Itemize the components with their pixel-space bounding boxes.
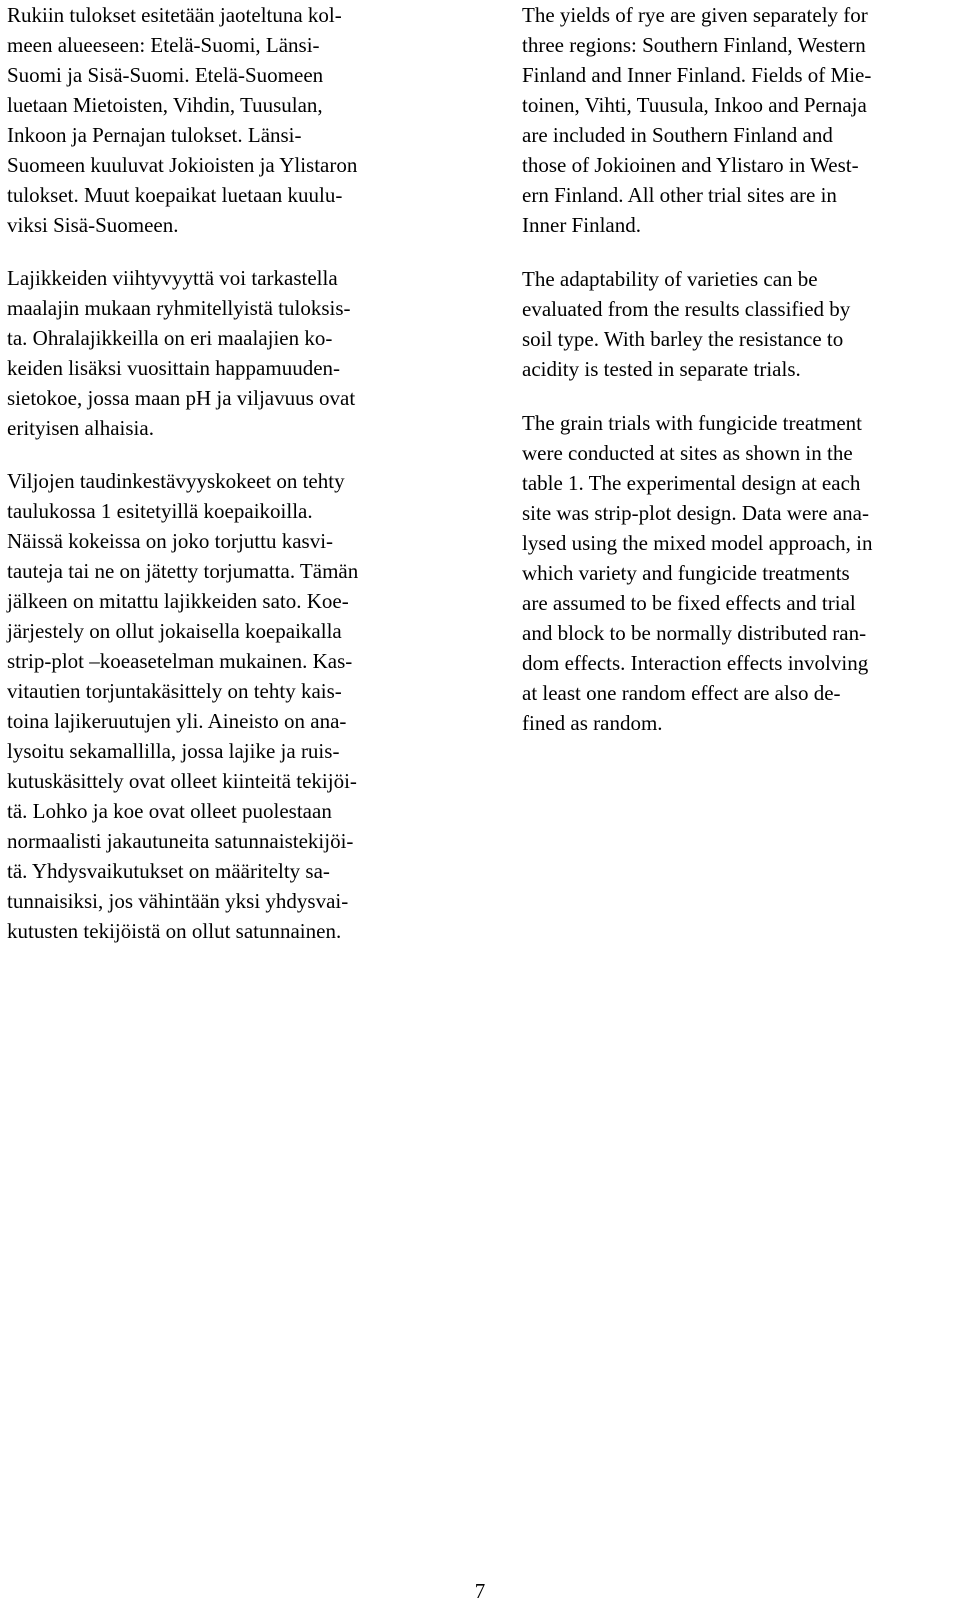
text-line: kutusten tekijöistä on ollut satunnainen. <box>7 919 342 943</box>
text-line: Inner Finland. <box>522 213 641 237</box>
text-line: soil type. With barley the resistance to <box>522 327 844 351</box>
text-line: tulokset. Muut koepaikat luetaan kuulu- <box>7 183 343 207</box>
text-line: toinen, Vihti, Tuusula, Inkoo and Pernaja <box>522 93 867 117</box>
text-line: ta. Ohralajikkeilla on eri maalajien ko- <box>7 326 333 350</box>
text-line: normaalisti jakautuneita satunnaistekijöi- <box>7 829 354 853</box>
text-line: Rukiin tulokset esitetään jaoteltuna kol- <box>7 3 342 27</box>
text-line: The grain trials with fungicide treatment <box>522 411 862 435</box>
text-line: which variety and fungicide treatments <box>522 561 850 585</box>
text-line: sietokoe, jossa maan pH ja viljavuus ovat <box>7 386 356 410</box>
text-line: at least one random effect are also de- <box>522 681 841 705</box>
text-line: meen alueeseen: Etelä-Suomi, Länsi- <box>7 33 320 57</box>
text-line: erityisen alhaisia. <box>7 416 154 440</box>
text-line: Inkoon ja Pernajan tulokset. Länsi- <box>7 123 302 147</box>
text-line: taulukossa 1 esitetyillä koepaikoilla. <box>7 499 313 523</box>
text-line: dom effects. Interaction effects involving <box>522 651 869 675</box>
finnish-paragraph-soil-type <box>7 263 447 443</box>
english-paragraph-rye-regions <box>522 0 960 240</box>
page-number: 7 <box>474 1579 486 1603</box>
text-line: Finland and Inner Finland. Fields of Mie- <box>522 63 872 87</box>
finnish-paragraph-rye-regions <box>7 0 447 240</box>
text-line: The yields of rye are given separately for <box>522 3 868 27</box>
finnish-text-column <box>7 0 447 946</box>
text-line: keiden lisäksi vuosittain happamuuden- <box>7 356 341 380</box>
text-line: toina lajikeruutujen yli. Aineisto on ana- <box>7 709 347 733</box>
text-line: acidity is tested in separate trials. <box>522 357 801 381</box>
text-line: kutuskäsittely ovat olleet kiinteitä tekijöi- <box>7 769 357 793</box>
text-line: table 1. The experimental design at each <box>522 471 861 495</box>
text-line: three regions: Southern Finland, Western <box>522 33 866 57</box>
text-line: Lajikkeiden viihtyvyyttä voi tarkastella <box>7 266 338 290</box>
text-line: lysed using the mixed model approach, in <box>522 531 873 555</box>
text-line: tauteja tai ne on jätetty torjumatta. Tämän <box>7 559 359 583</box>
text-line: maalajin mukaan ryhmitellyistä tuloksis- <box>7 296 351 320</box>
text-line: Viljojen taudinkestävyyskokeet on tehty <box>7 469 345 493</box>
text-line: viksi Sisä-Suomeen. <box>7 213 179 237</box>
text-line: The adaptability of varieties can be <box>522 267 818 291</box>
text-line: Näissä kokeissa on joko torjuttu kasvi- <box>7 529 334 553</box>
text-line: are assumed to be fixed effects and trial <box>522 591 856 615</box>
finnish-paragraph-fungicide-trials <box>7 466 447 946</box>
text-line: evaluated from the results classified by <box>522 297 851 321</box>
text-line: were conducted at sites as shown in the <box>522 441 853 465</box>
text-line: tunnaisiksi, jos vähintään yksi yhdysvai- <box>7 889 349 913</box>
text-line: Suomeen kuuluvat Jokioisten ja Ylistaron <box>7 153 358 177</box>
text-line: lysoitu sekamallilla, jossa lajike ja ruis- <box>7 739 340 763</box>
text-line: järjestely on ollut jokaisella koepaikalla <box>7 619 342 643</box>
text-line: ern Finland. All other trial sites are in <box>522 183 837 207</box>
text-line: tä. Lohko ja koe ovat olleet puolestaan <box>7 799 332 823</box>
text-line: jälkeen on mitattu lajikkeiden sato. Koe- <box>7 589 349 613</box>
text-line: site was strip-plot design. Data were ana- <box>522 501 869 525</box>
text-line: strip-plot –koeasetelman mukainen. Kas- <box>7 649 353 673</box>
english-paragraph-fungicide-trials <box>522 408 960 738</box>
text-line: fined as random. <box>522 711 663 735</box>
text-line: those of Jokioinen and Ylistaro in West- <box>522 153 859 177</box>
text-line: Suomi ja Sisä-Suomi. Etelä-Suomeen <box>7 63 324 87</box>
text-line: tä. Yhdysvaikutukset on määritelty sa- <box>7 859 330 883</box>
text-line: and block to be normally distributed ran- <box>522 621 867 645</box>
text-line: vitautien torjuntakäsittely on tehty kais- <box>7 679 342 703</box>
english-paragraph-soil-type <box>522 264 960 384</box>
english-text-column <box>522 0 960 738</box>
text-line: luetaan Mietoisten, Vihdin, Tuusulan, <box>7 93 323 117</box>
text-line: are included in Southern Finland and <box>522 123 833 147</box>
